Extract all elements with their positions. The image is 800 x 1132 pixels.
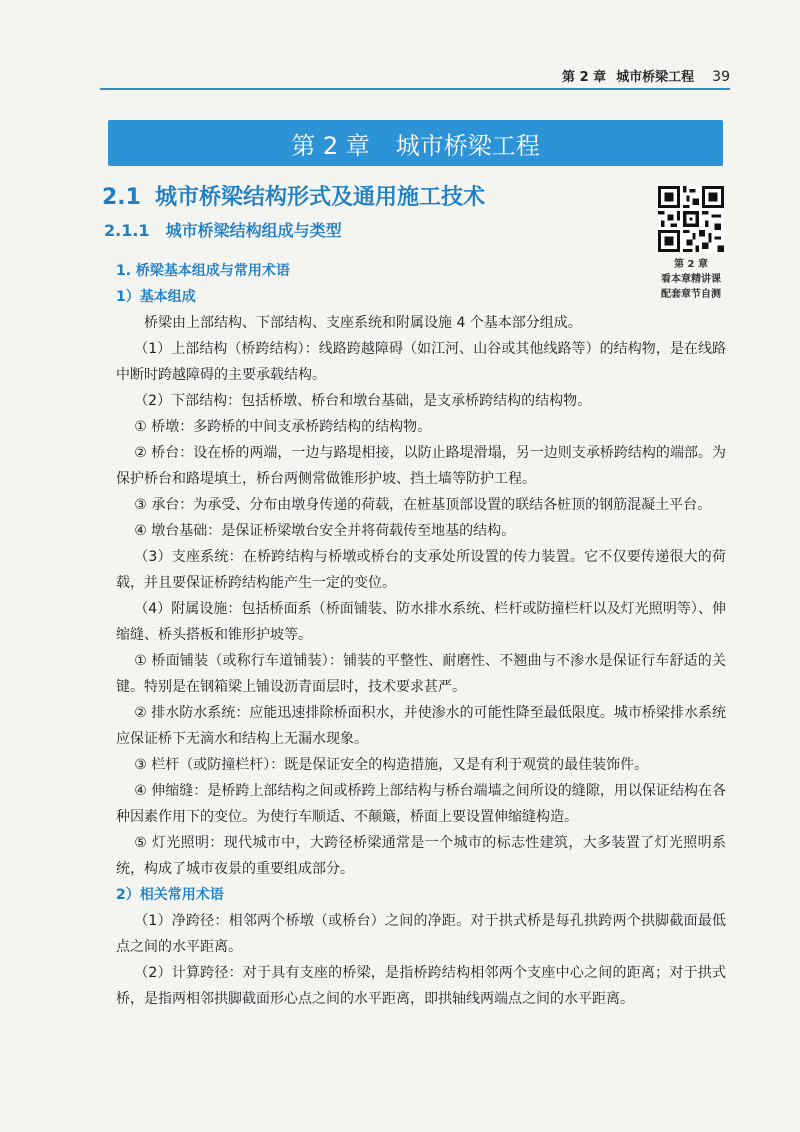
- paragraph: （4）附属设施：包括桥面系（桥面铺装、防水排水系统、栏杆或防撞栏杆以及灯光照明等）、伸缩缝、桥头搭板和锥形护坡等。: [116, 601, 726, 643]
- paragraph: ② 桥台：设在桥的两端，一边与路堤相接，以防止路堤滑塌，另一边则支承桥跨结构的端部。为保护桥台和路堤填土，桥台两侧常做锥形护坡、挡土墙等防护工程。: [116, 445, 726, 487]
- paragraph: （1）净跨径：相邻两个桥墩（或桥台）之间的净距。对于拱式桥是每孔拱跨两个拱脚截面最低点之间的水平距离。: [116, 913, 726, 955]
- page-number: 39: [712, 69, 730, 85]
- qr-code-icon[interactable]: [658, 186, 724, 252]
- heading-basic-composition: 1）基本组成: [116, 289, 196, 305]
- running-head-title: 城市桥梁工程: [616, 70, 695, 85]
- chapter-banner: [108, 120, 723, 166]
- paragraph: （1）上部结构（桥跨结构）：线路跨越障碍（如江河、山谷或其他线路等）的结构物，是在线路中断时跨越障碍的主要承载结构。: [116, 341, 726, 383]
- subsection-number: 2.1.1: [104, 221, 150, 240]
- paragraph: ④ 伸缩缝：是桥跨上部结构之间或桥跨上部结构与桥台端墙之间所设的缝隙，用以保证结构在各种因素作用下的变位。为使行车顺适、不颠簸，桥面上要设置伸缩缝构造。: [116, 783, 726, 825]
- paragraph: ① 桥墩：多跨桥的中间支承桥跨结构的结构物。: [134, 419, 432, 435]
- heading-basic-composition-terms: 1. 桥梁基本组成与常用术语: [116, 263, 290, 279]
- subsection-title: 城市桥梁结构组成与类型: [165, 221, 342, 240]
- paragraph: ⑤ 灯光照明：现代城市中，大跨径桥梁通常是一个城市的标志性建筑，大多装置了灯光照明系统，构成了城市夜景的重要组成部分。: [116, 835, 726, 877]
- paragraph: ② 排水防水系统：应能迅速排除桥面积水，并使渗水的可能性降至最低限度。城市桥梁排水系统应保证桥下无滴水和结构上无漏水现象。: [116, 705, 726, 747]
- body-text: [116, 258, 726, 1012]
- section-number: 2.1: [102, 185, 141, 210]
- paragraph: ③ 栏杆（或防撞栏杆）：既是保证安全的构造措施，又是有利于观赏的最佳装饰件。: [134, 757, 649, 773]
- qr-caption-2: 看本章精讲课: [661, 274, 721, 285]
- section-title: 城市桥梁结构形式及通用施工技术: [154, 185, 485, 210]
- paragraph: ① 桥面铺装（或称行车道铺装）：铺装的平整性、耐磨性、不翘曲与不渗水是保证行车舒适的关键。特别是在钢箱梁上铺设沥青面层时，技术要求甚严。: [116, 653, 726, 695]
- paragraph: （2）下部结构：包括桥墩、桥台和墩台基础，是支承桥跨结构的结构物。: [134, 393, 592, 409]
- subsection-heading: [104, 218, 342, 241]
- qr-caption-1: 第 2 章: [674, 259, 708, 270]
- section-heading: [102, 180, 485, 211]
- paragraph: ③ 承台：为承受、分布由墩身传递的荷载，在桩基顶部设置的联结各桩顶的钢筋混凝土平台。: [134, 497, 712, 513]
- chapter-title: 城市桥梁工程: [395, 131, 540, 160]
- heading-related-terms: 2）相关常用术语: [116, 887, 224, 903]
- paragraph: ④ 墩台基础：是保证桥梁墩台安全并将荷载传至地基的结构。: [134, 523, 516, 539]
- paragraph: （3）支座系统：在桥跨结构与桥墩或桥台的支承处所设置的传力装置。它不仅要传递很大的荷载，并且要保证桥跨结构能产生一定的变位。: [116, 549, 726, 591]
- chapter-number: 第 2 章: [291, 131, 370, 160]
- running-head: [100, 68, 730, 90]
- running-head-chapter: 第 2 章: [562, 70, 607, 85]
- paragraph: 桥梁由上部结构、下部结构、支座系统和附属设施 4 个基本部分组成。: [144, 315, 582, 331]
- paragraph: （2）计算跨径：对于具有支座的桥梁，是指桥跨结构相邻两个支座中心之间的距离；对于拱式桥，是指两相邻拱脚截面形心点之间的水平距离，即拱轴线两端点之间的水平距离。: [116, 965, 726, 1007]
- qr-caption-3: 配套章节自测: [661, 289, 721, 300]
